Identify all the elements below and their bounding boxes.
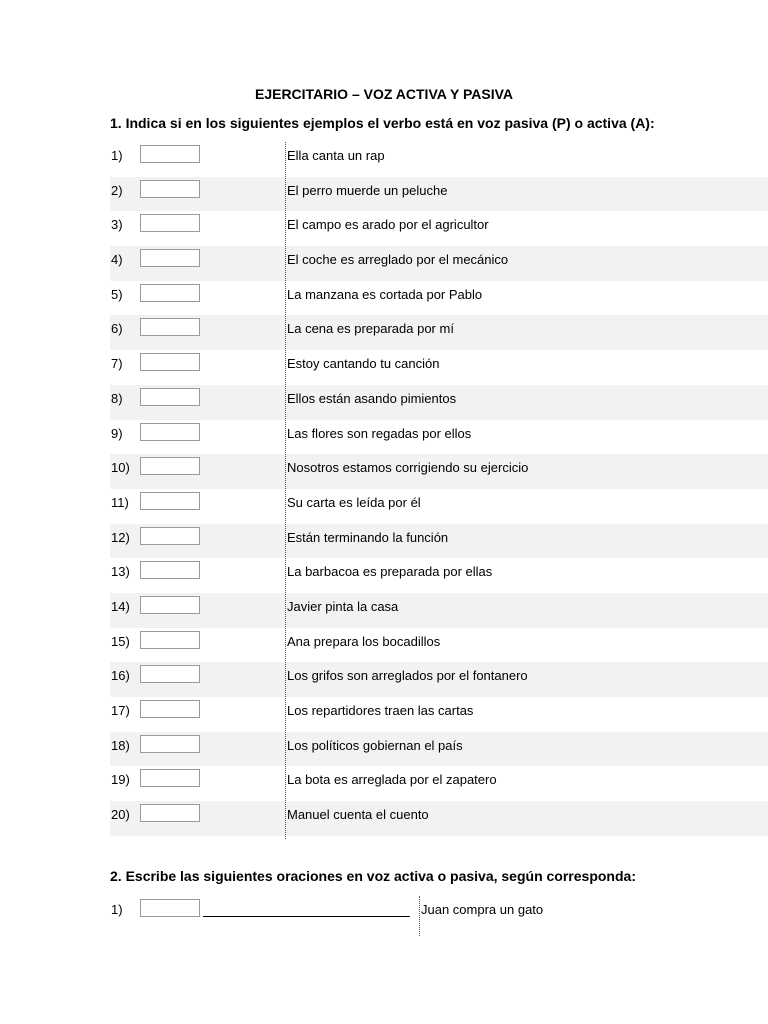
exercise-row [110,177,768,212]
answer-box[interactable] [140,492,200,510]
answer-box[interactable] [140,735,200,753]
item-sentence: Nosotros estamos corrigiendo su ejercicio [287,460,529,476]
answer-box[interactable] [140,353,200,371]
item-number: 12) [111,529,130,545]
item-sentence: Las flores son regadas por ellos [287,425,472,441]
exercise-row [110,628,768,663]
answer-box[interactable] [140,457,200,475]
answer-box[interactable] [140,284,200,302]
item-sentence: Ellos están asando pimientos [287,390,457,406]
section-1-list [110,142,768,836]
answer-box[interactable] [140,596,200,614]
exercise-row [110,420,768,455]
answer-box[interactable] [140,631,200,649]
item-number: 1) [111,148,123,163]
item-number: 8) [111,390,123,406]
item-number: 16) [111,668,130,684]
page-title: EJERCITARIO – VOZ ACTIVA Y PASIVA [254,86,513,102]
item-sentence: Los grifos son arreglados por el fontanero [287,668,528,684]
answer-box[interactable] [140,804,200,822]
answer-box[interactable] [140,214,200,232]
answer-box[interactable] [140,318,200,336]
exercise-row [110,350,768,385]
exercise-row [110,558,768,593]
column-divider [285,142,286,839]
exercise-row [110,315,768,350]
exercise-row [110,454,768,489]
item-number: 2) [111,182,123,198]
section-2-row [110,896,768,930]
section-1-heading: 1. Indica si en los siguientes ejemplos el verbo está en voz pasiva (P) o activa (A): [110,115,655,131]
item-sentence: El perro muerde un peluche [287,182,448,198]
item-number: 17) [111,703,130,718]
item-sentence: La bota es arreglada por el zapatero [287,772,497,788]
exercise-row [110,524,768,559]
item-number: 1) [111,902,123,917]
item-number: 18) [111,737,130,753]
answer-box[interactable] [140,388,200,406]
item-number: 20) [111,807,130,823]
exercise-row [110,662,768,697]
section-2-heading: 2. Escribe las siguientes oraciones en voz activa o pasiva, según corresponda: [110,868,636,884]
answer-box[interactable] [140,527,200,545]
item-sentence: Ana prepara los bocadillos [287,633,441,649]
item-sentence: Los políticos gobiernan el país [287,737,463,753]
answer-box[interactable] [140,665,200,683]
exercise-row [110,281,768,316]
answer-box[interactable] [140,249,200,267]
item-sentence: Ella canta un rap [287,148,385,163]
column-divider-2 [419,896,420,936]
item-number: 14) [111,598,130,614]
item-sentence: Manuel cuenta el cuento [287,807,429,823]
item-sentence: Están terminando la función [287,529,449,545]
exercise-row [110,593,768,628]
item-number: 6) [111,321,123,337]
item-sentence: Los repartidores traen las cartas [287,703,474,718]
item-sentence: Javier pinta la casa [287,598,399,614]
exercise-row [110,697,768,732]
answer-line[interactable] [203,916,410,917]
item-sentence: La barbacoa es preparada por ellas [287,564,493,580]
answer-box[interactable] [140,180,200,198]
item-number: 4) [111,252,123,268]
item-sentence: El campo es arado por el agricultor [287,217,489,233]
item-sentence: La cena es preparada por mí [287,321,454,337]
item-number: 15) [111,633,130,649]
answer-box[interactable] [140,561,200,579]
answer-box[interactable] [140,145,200,163]
exercise-row [110,142,768,177]
item-number: 9) [111,425,123,441]
exercise-row [110,732,768,767]
exercise-row [110,385,768,420]
item-number: 7) [111,356,123,372]
item-number: 13) [111,564,130,580]
item-sentence: El coche es arreglado por el mecánico [287,252,509,268]
answer-box[interactable] [140,899,200,917]
answer-box[interactable] [140,423,200,441]
answer-box[interactable] [140,769,200,787]
exercise-row [110,766,768,801]
item-number: 11) [111,494,129,510]
item-number: 19) [111,772,130,788]
answer-box[interactable] [140,700,200,718]
item-sentence: Juan compra un gato [421,902,544,917]
item-sentence: La manzana es cortada por Pablo [287,286,483,302]
item-sentence: Su carta es leída por él [287,494,421,510]
item-number: 3) [111,217,123,233]
exercise-row [110,489,768,524]
item-sentence: Estoy cantando tu canción [287,356,440,372]
exercise-row [110,246,768,281]
item-number: 10) [111,460,130,476]
item-number: 5) [111,286,123,302]
exercise-row [110,211,768,246]
exercise-row [110,801,768,836]
